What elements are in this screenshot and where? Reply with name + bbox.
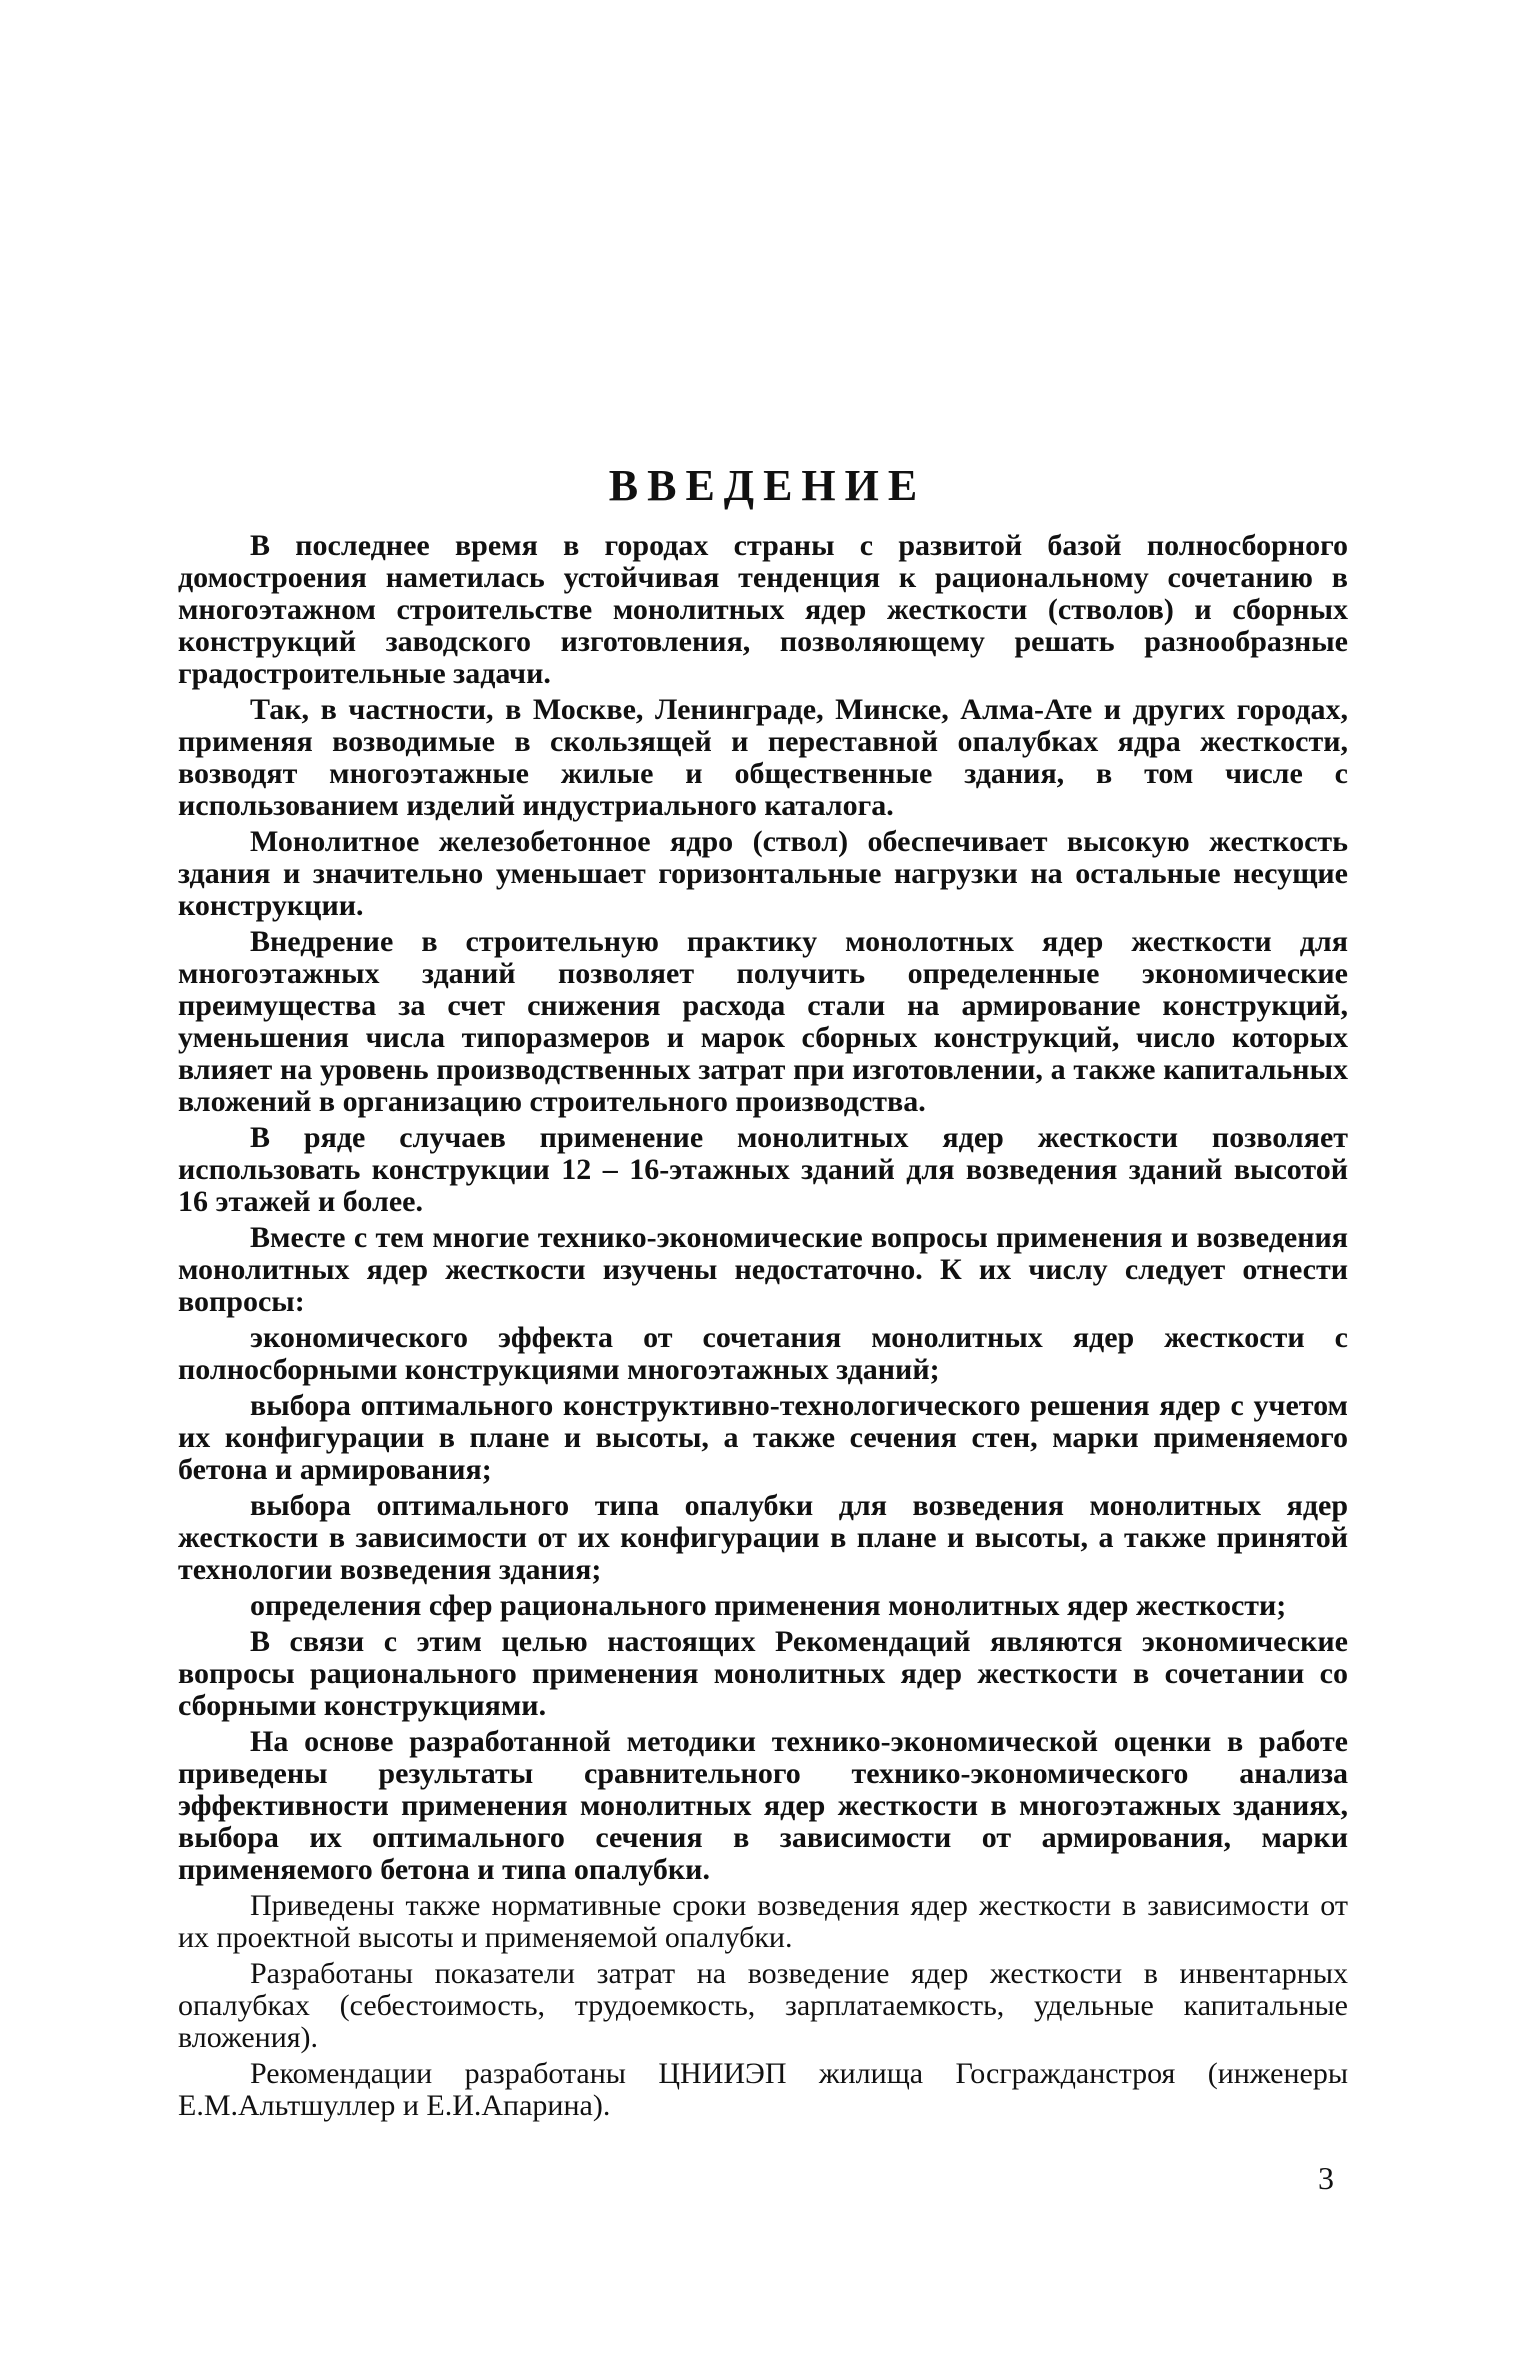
paragraph-construction-terms: Приведены также нормативные сроки возведения ядер жесткости в зависимости от их проектной высоты и применяемой опалубки. (178, 1889, 1348, 1954)
page-title: ВВЕДЕНИЕ (608, 461, 927, 510)
paragraph-purpose: В связи с этим целью настоящих Рекомендаций являются экономические вопросы рационального применения монолитных ядер жесткости в сочетании со сборными конструкциями. (178, 1625, 1348, 1722)
list-item-structural-choice: выбора оптимального конструктивно-технологического решения ядер с учетом их конфигурации в плане и высоты, а также сечения стен, марки применяемого бетона и армирования; (178, 1389, 1348, 1486)
paragraph-5: В ряде случаев применение монолитных ядер жесткости позволяет использовать конструкции 12 – 16-этажных зданий для возведения зданий высотой 16 этажей и более. (178, 1121, 1348, 1218)
paragraph-1: В последнее время в городах страны с развитой базой полносборного домостроения наметилась устойчивая тенденция к рациональному сочетанию в многоэтажном строительстве монолитных ядер жесткости (стволов) и сборных конструкций заводского изготовления, позволяющему решать разнообразные градостроительные задачи. (178, 529, 1348, 690)
body-text (178, 530, 1348, 2126)
paragraph-3: Монолитное железобетонное ядро (ствол) обеспечивает высокую жесткость здания и значительно уменьшает горизонтальные нагрузки на остальные несущие конструкции. (178, 825, 1348, 922)
list-item-application-scope: определения сфер рационального применения монолитных ядер жесткости; (250, 1589, 1287, 1622)
paragraph-authors: Рекомендации разработаны ЦНИИЭП жилища Госгражданстроя (инженеры Е.М.Альтшуллер и Е.И.Апарина). (178, 2057, 1348, 2122)
list-item-economic-effect: экономического эффекта от сочетания монолитных ядер жесткости с полносборными конструкциями многоэтажных зданий; (178, 1321, 1348, 1386)
paragraph-2: Так, в частности, в Москве, Ленинграде, Минске, Алма-Ате и других городах, применяя возводимые в скользящей и переставной опалубках ядра жесткости, возводят многоэтажные жилые и общественные здания, в том числе с использованием изделий индустриального каталога. (178, 693, 1348, 822)
paragraph-4: Внедрение в строительную практику монолотных ядер жесткости для многоэтажных зданий позволяет получить определенные экономические преимущества за счет снижения расхода стали на армирование конструкций, уменьшения числа типоразмеров и марок сборных конструкций, число которых влияет на уровень производственных затрат при изготовлении, а также капитальных вложений в организацию строительного производства. (178, 925, 1348, 1118)
list-item-formwork-choice: выбора оптимального типа опалубки для возведения монолитных ядер жесткости в зависимости от их конфигурации в плане и высоты, а также принятой технологии возведения здания; (178, 1489, 1348, 1586)
page-number: 3 (1318, 2160, 1334, 2196)
paragraph-methodology: На основе разработанной методики технико-экономической оценки в работе приведены результаты сравнительного технико-экономического анализа эффективности применения монолитных ядер жесткости в многоэтажных зданиях, выбора их оптимального сечения в зависимости от армирования, марки применяемого бетона и типа опалубки. (178, 1725, 1348, 1886)
paragraph-6: Вместе с тем многие технико-экономические вопросы применения и возведения монолитных ядер жесткости изучены недостаточно. К их числу следует отнести вопросы: (178, 1221, 1348, 1318)
paragraph-cost-indicators: Разработаны показатели затрат на возведение ядер жесткости в инвентарных опалубках (себестоимость, трудоемкость, зарплатаемкость, удельные капитальные вложения). (178, 1957, 1348, 2054)
